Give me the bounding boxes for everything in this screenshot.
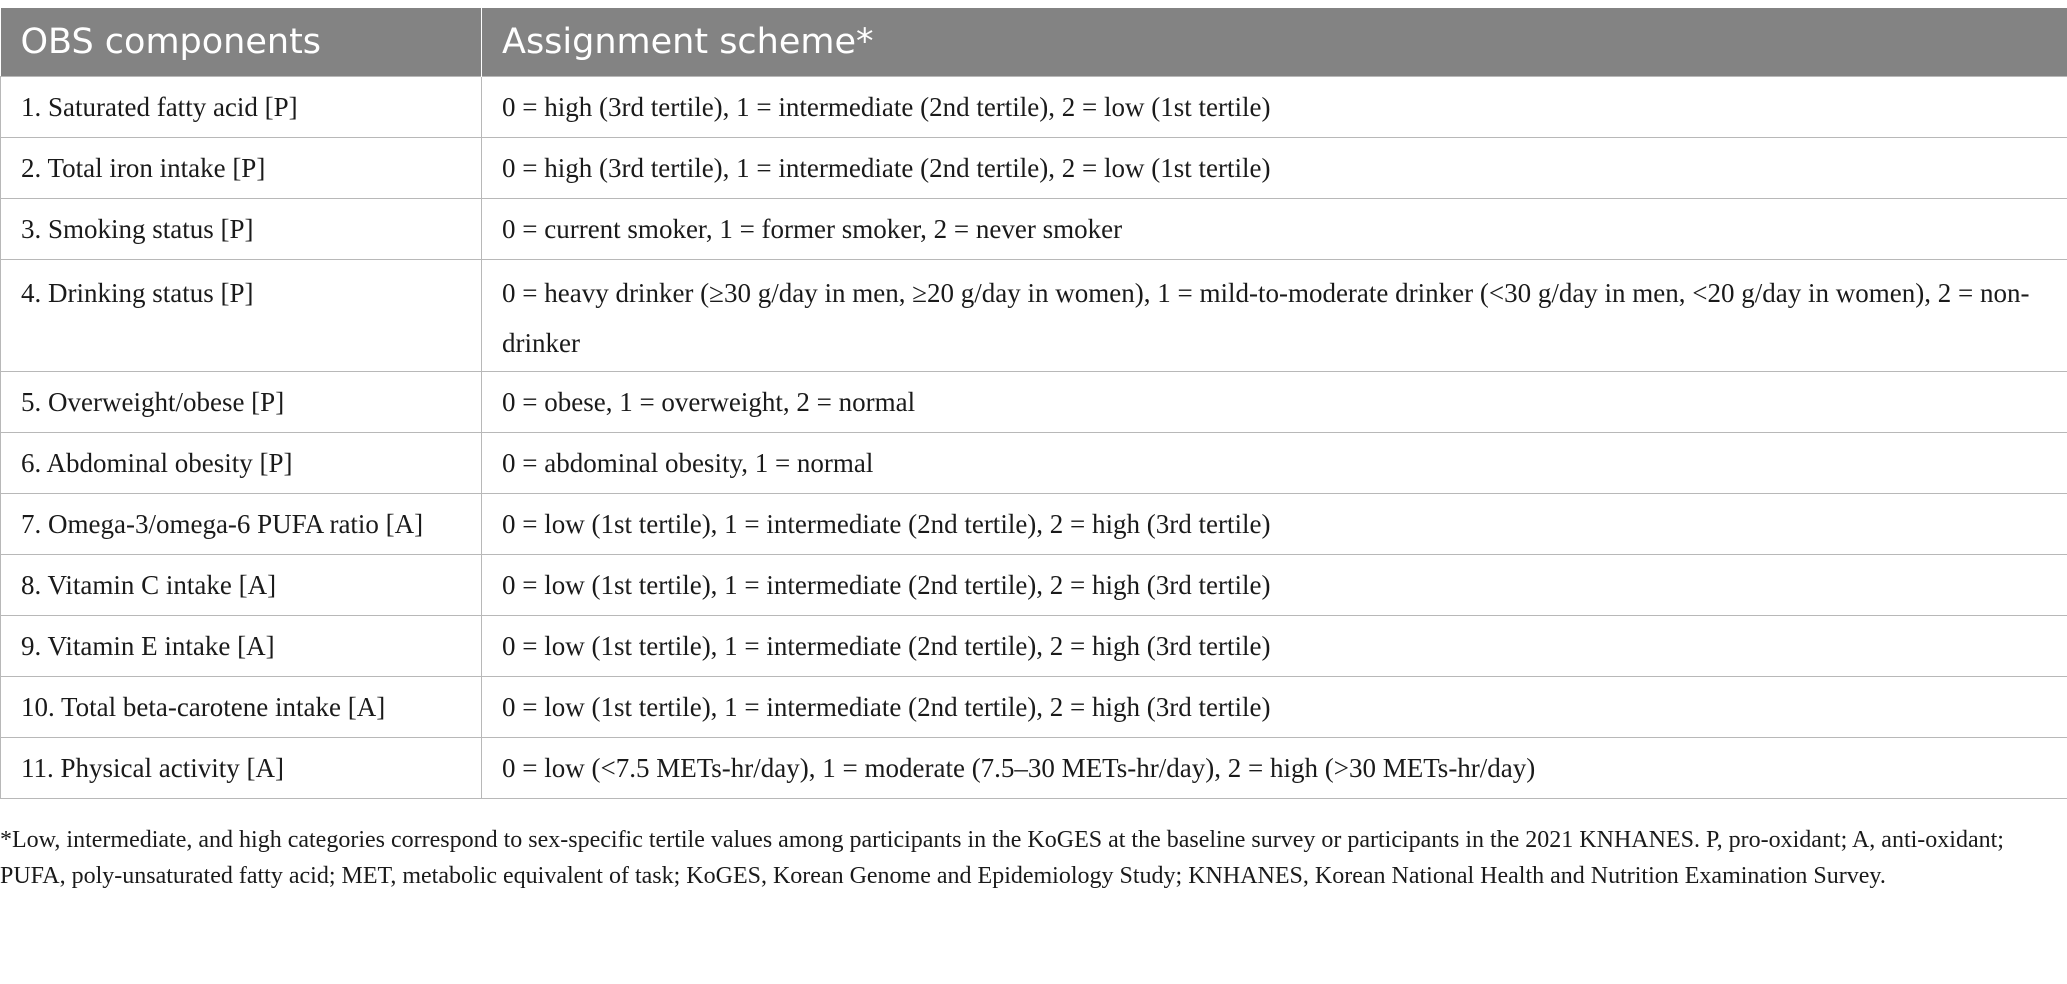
table-row <box>1 615 2067 676</box>
table-row <box>1 371 2067 432</box>
table-row <box>1 76 2067 137</box>
table-row <box>1 432 2067 493</box>
table-row <box>1 259 2067 371</box>
scheme-cell: 0 = low (<7.5 METs-hr/day), 1 = moderate (7.5–30 METs-hr/day), 2 = high (>30 METs-hr/day) <box>482 737 2067 798</box>
component-cell: 4. Drinking status [P] <box>1 259 482 371</box>
table-row <box>1 493 2067 554</box>
component-cell: 11. Physical activity [A] <box>1 737 482 798</box>
scheme-cell: 0 = abdominal obesity, 1 = normal <box>482 432 2067 493</box>
component-cell: 7. Omega-3/omega-6 PUFA ratio [A] <box>1 493 482 554</box>
scheme-cell: 0 = high (3rd tertile), 1 = intermediate (2nd tertile), 2 = low (1st tertile) <box>482 76 2067 137</box>
table-header <box>1 8 2067 76</box>
table-footnote: *Low, intermediate, and high categories correspond to sex-specific tertile values among participants in the KoGES at the baseline survey or participants in the 2021 KNHANES. P, pro-oxidant; A, anti-oxidant; PUFA, poly-unsaturated fatty acid; MET, metabolic equivalent of task; KoGES, Korean Genome and Epidemiology Study; KNHANES, Korean National Health and Nutrition Examination Survey. <box>0 827 2004 889</box>
table-row <box>1 137 2067 198</box>
component-cell: 1. Saturated fatty acid [P] <box>1 76 482 137</box>
header-row <box>1 8 2067 76</box>
scheme-cell: 0 = current smoker, 1 = former smoker, 2 = never smoker <box>482 198 2067 259</box>
scheme-cell: 0 = low (1st tertile), 1 = intermediate (2nd tertile), 2 = high (3rd tertile) <box>482 615 2067 676</box>
component-cell: 5. Overweight/obese [P] <box>1 371 482 432</box>
header-assignment-scheme: Assignment scheme* <box>482 8 2067 76</box>
table-row <box>1 676 2067 737</box>
component-cell: 6. Abdominal obesity [P] <box>1 432 482 493</box>
component-cell: 9. Vitamin E intake [A] <box>1 615 482 676</box>
scheme-cell: 0 = low (1st tertile), 1 = intermediate (2nd tertile), 2 = high (3rd tertile) <box>482 676 2067 737</box>
component-cell: 2. Total iron intake [P] <box>1 137 482 198</box>
component-cell: 3. Smoking status [P] <box>1 198 482 259</box>
table-row <box>1 198 2067 259</box>
table-row <box>1 737 2067 798</box>
scheme-cell: 0 = low (1st tertile), 1 = intermediate (2nd tertile), 2 = high (3rd tertile) <box>482 493 2067 554</box>
component-cell: 10. Total beta-carotene intake [A] <box>1 676 482 737</box>
table-body <box>1 76 2067 798</box>
scheme-cell: 0 = obese, 1 = overweight, 2 = normal <box>482 371 2067 432</box>
table-row <box>1 554 2067 615</box>
obs-components-table <box>0 8 2067 799</box>
header-obs-components: OBS components <box>1 8 482 76</box>
scheme-cell: 0 = heavy drinker (≥30 g/day in men, ≥20 g/day in women), 1 = mild-to-moderate drinker (<30 g/day in men, <20 g/day in women), 2 = non-drinker <box>482 259 2067 371</box>
component-cell: 8. Vitamin C intake [A] <box>1 554 482 615</box>
scheme-cell: 0 = high (3rd tertile), 1 = intermediate (2nd tertile), 2 = low (1st tertile) <box>482 137 2067 198</box>
obs-table-container <box>0 8 2067 799</box>
scheme-cell: 0 = low (1st tertile), 1 = intermediate (2nd tertile), 2 = high (3rd tertile) <box>482 554 2067 615</box>
